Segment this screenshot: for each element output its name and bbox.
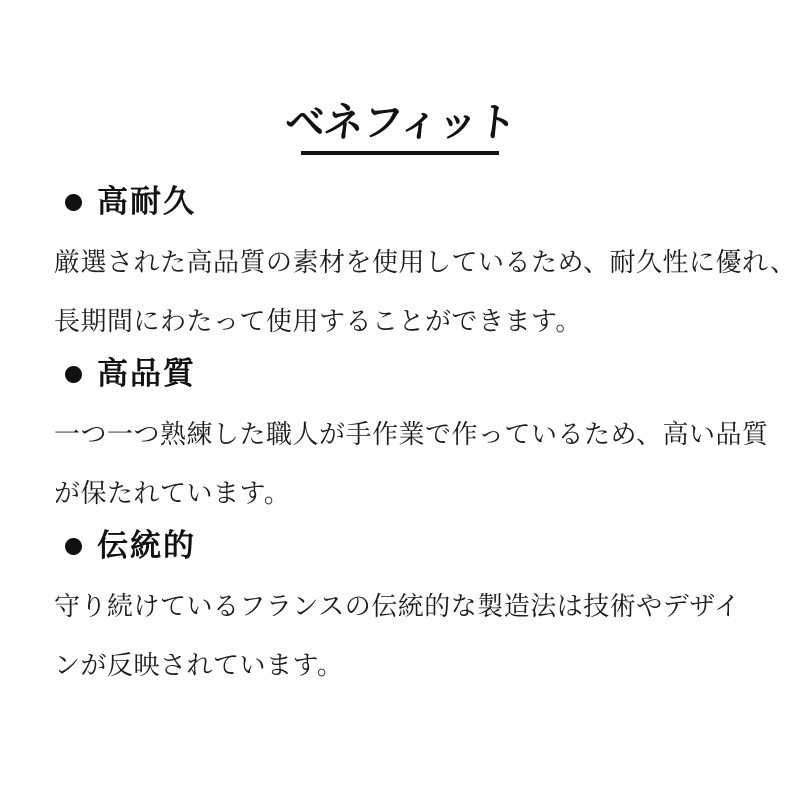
body-text-line: 一つ一つ熟練した職人が手作業で作っているため、高い品質 <box>54 419 769 449</box>
body-text-line: が保たれています。 <box>54 478 291 508</box>
bullet-circle-icon <box>65 366 82 383</box>
body-text-line: 長期間にわたって使用することができます。 <box>54 306 582 336</box>
section-heading-label: 高品質 <box>97 356 196 391</box>
body-text-line: 守り続けているフランスの伝統的な製造法は技術やデザイ <box>54 591 741 621</box>
title-underline <box>301 151 499 155</box>
section-heading-label: 高耐久 <box>97 184 196 219</box>
page-title: ベネフィット <box>282 101 518 145</box>
bullet-circle-icon <box>65 194 82 211</box>
section-quality <box>0 357 800 523</box>
section-body <box>54 577 800 695</box>
body-text-line: 厳選された高品質の素材を使用しているため、耐久性に優れ、 <box>54 247 797 277</box>
title-block <box>0 0 800 155</box>
section-durability <box>0 185 800 351</box>
section-heading <box>65 357 800 391</box>
section-heading-label: 伝統的 <box>97 528 196 563</box>
section-heading <box>65 185 800 219</box>
section-body <box>54 405 800 523</box>
section-body <box>54 233 800 351</box>
section-traditional <box>0 529 800 695</box>
section-heading <box>65 529 800 563</box>
body-text-line: ンが反映されています。 <box>54 650 344 680</box>
bullet-circle-icon <box>65 538 82 555</box>
